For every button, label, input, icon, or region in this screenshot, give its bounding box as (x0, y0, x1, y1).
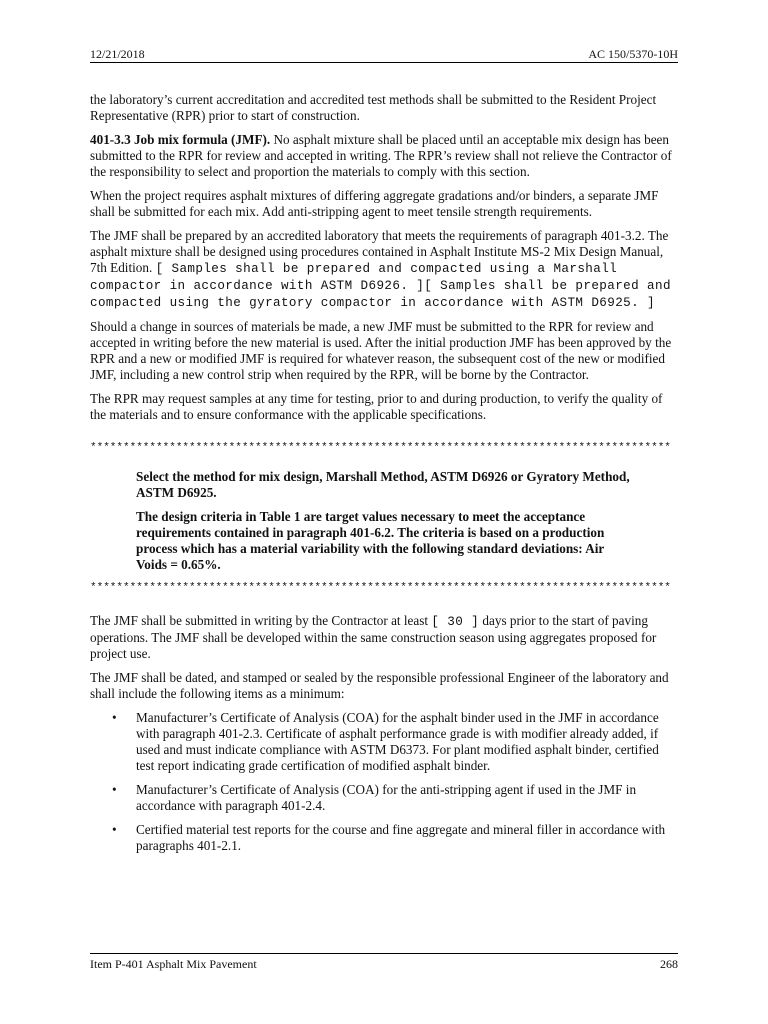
list-item-text: Manufacturer’s Certificate of Analysis (COA) for the anti-stripping agent if used in the JMF in accordance with paragraph 401-2.4. (136, 782, 637, 813)
paragraph-jmf (90, 132, 678, 180)
list-item (90, 710, 678, 774)
bullet-icon: • (112, 782, 117, 797)
list-item (90, 822, 678, 854)
specifier-note (136, 469, 636, 573)
compaction-options: [ Samples shall be prepared and compacted using a Marshall compactor in accordance with ASTM D6926. ][ Samples shall be prepared and compacted using the gyratory compactor in accordance with ASTM D6925. ] (90, 262, 671, 310)
paragraph-submission-days-text: The JMF shall be submitted in writing by the Contractor at least (90, 613, 432, 628)
days-bracket: [ 30 ] (431, 615, 480, 629)
header-rule (90, 62, 678, 63)
paragraph-differing-gradations: When the project requires asphalt mixtures of differing aggregate gradations and/or binders, a separate JMF shall be submitted for each mix. Add anti-stripping agent to meet tensile strength requirements. (90, 188, 659, 219)
header-date: 12/21/2018 (90, 47, 145, 61)
footer-rule (90, 953, 678, 954)
note-divider-bottom: **************************************************************************************** (90, 582, 671, 594)
list-item (90, 782, 678, 814)
page-footer (90, 957, 678, 971)
paragraph-accreditation: the laboratory’s current accreditation and accredited test methods shall be submitted to the Resident Project Representative (RPR) prior to start of construction. (90, 92, 657, 123)
paragraph-accredited-lab (90, 228, 678, 311)
page-header (90, 47, 678, 61)
footer-title: Item P-401 Asphalt Mix Pavement (90, 957, 257, 971)
bullet-icon: • (112, 822, 117, 837)
list-item-text: Certified material test reports for the course and fine aggregate and mineral filler in accordance with paragraphs 401-2.1. (136, 822, 666, 853)
bullet-icon: • (112, 710, 117, 725)
paragraph-stamped-sealed: The JMF shall be dated, and stamped or sealed by the responsible professional Engineer of the laboratory and shall include the following items as a minimum: (90, 670, 669, 701)
paragraph-submission-days (90, 613, 678, 662)
paragraph-change-sources: Should a change in sources of materials be made, a new JMF must be submitted to the RPR for review and accepted in writing before the new material is used. After the initial production JMF has been approved by the RPR and a new or modified JMF is required for whatever reason, the subsequent cost of the new or modified JMF, including a new control strip when required by the RPR, will be borne by the Contractor. (90, 319, 672, 382)
paragraph-submission-days-text-2: days prior to the start of paving operations. The JMF shall be developed within the same construction season using aggregates proposed for project use. (90, 613, 657, 661)
note-divider-top: **************************************************************************************** (90, 442, 671, 454)
note-design-criteria: The design criteria in Table 1 are target values necessary to meet the acceptance requirements contained in paragraph 401-6.2. The criteria is based on a production process which has a material variability with the following standard deviations: Air Voids = 0.65%. (136, 509, 605, 572)
page-body (90, 92, 678, 862)
required-items-list (90, 710, 678, 854)
paragraph-rpr-samples: The RPR may request samples at any time for testing, prior to and during production, to verify the quality of the materials and to ensure conformance with the applicable specifications. (90, 391, 663, 422)
page-number: 268 (660, 957, 678, 971)
list-item-text: Manufacturer’s Certificate of Analysis (COA) for the asphalt binder used in the JMF in accordance with paragraph 401-2.3. Certificate of asphalt performance grade is with modifier already added, if used and must indicate compliance with ASTM D6373. For plant modified asphalt binder, certified test report indicating grade certification of modified asphalt binder. (136, 710, 659, 773)
paragraph-accredited-lab-text: The JMF shall be prepared by an accredited laboratory that meets the requirements of paragraph 401-3.2. The asphalt mixture shall be designed using procedures contained in Asphalt Institute MS-2 Mix Design Manual, 7th Edition. (90, 228, 669, 275)
note-mix-design-method: Select the method for mix design, Marshall Method, ASTM D6926 or Gyratory Method, ASTM D6925. (136, 469, 630, 500)
paragraph-jmf-text: No asphalt mixture shall be placed until an acceptable mix design has been submitted to the RPR for review and accepted in writing. The RPR’s review shall not relieve the Contractor of the responsibility to select and proportion the materials to comply with this section. (90, 132, 672, 179)
header-doc-id: AC 150/5370-10H (588, 47, 678, 61)
section-heading-jmf: 401-3.3 Job mix formula (JMF). (90, 132, 271, 147)
